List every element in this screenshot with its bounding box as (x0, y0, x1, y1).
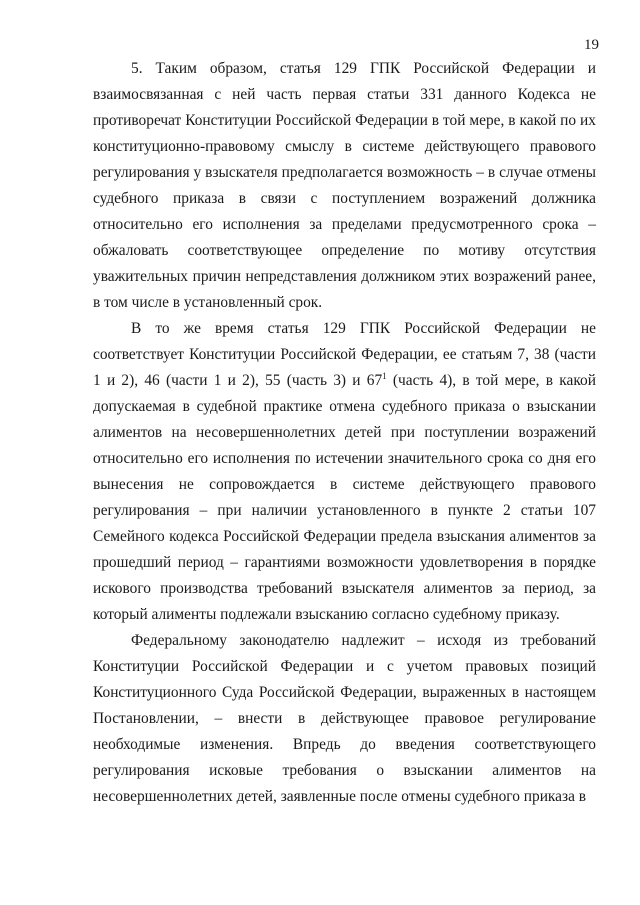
document-body (93, 56, 596, 810)
paragraph-nonconformity (93, 316, 596, 628)
page-number: 19 (584, 37, 599, 53)
paragraph-legislator-duty: Федеральному законодателю надлежит – исходя из требований Конституции Российской Федерации и с учетом правовых позиций Конституционного Суда Российской Федерации, выраженных в настоящем Постановлении, – внести в действующее правовое регулирование необходимые изменения. Впредь до введения соответствующего регулирования исковые требования о взыскании алиментов на несовершеннолетних детей, заявленные после отмены судебного приказа в (93, 632, 596, 805)
article-superscript: 1 (382, 371, 387, 381)
paragraph-conclusion: 5. Таким образом, статья 129 ГПК Российской Федерации и взаимосвязанная с ней часть первая статьи 331 данного Кодекса не противоречат Конституции Российской Федерации в той мере, в какой по их конституционно-правовому смыслу в системе действующего правового регулирования у взыскателя предполагается возможность – в случае отмены судебного приказа в связи с поступлением возражений должника относительно его исполнения за пределами предусмотренного срока – обжаловать соответствующее определение по мотиву отсутствия уважительных причин непредставления должником этих возражений ранее, в том числе в установленный срок. (93, 60, 596, 311)
paragraph-text: (часть 4), в той мере, в какой допускаемая в судебной практике отмена судебного приказа о взыскании алиментов на несовершеннолетних детей при поступлении возражений относительно его исполнения по истечении значительного срока со дня его вынесения не сопровождается в системе действующего правового регулирования – при наличии установленного в пункте 2 статьи 107 Семейного кодекса Российской Федерации предела взыскания алиментов за прошедший период – гарантиями возможности удовлетворения в порядке искового производства требований взыскателя алиментов за период, за который алименты подлежали взысканию согласно судебному приказу. (93, 372, 596, 623)
paragraph-text: В то же время статья 129 ГПК Российской Федерации не соответствует Конституции Российской Федерации, ее статьям 7, 38 (части 1 и 2), 46 (части 1 и 2), 55 (часть 3) и 67 (93, 320, 596, 389)
